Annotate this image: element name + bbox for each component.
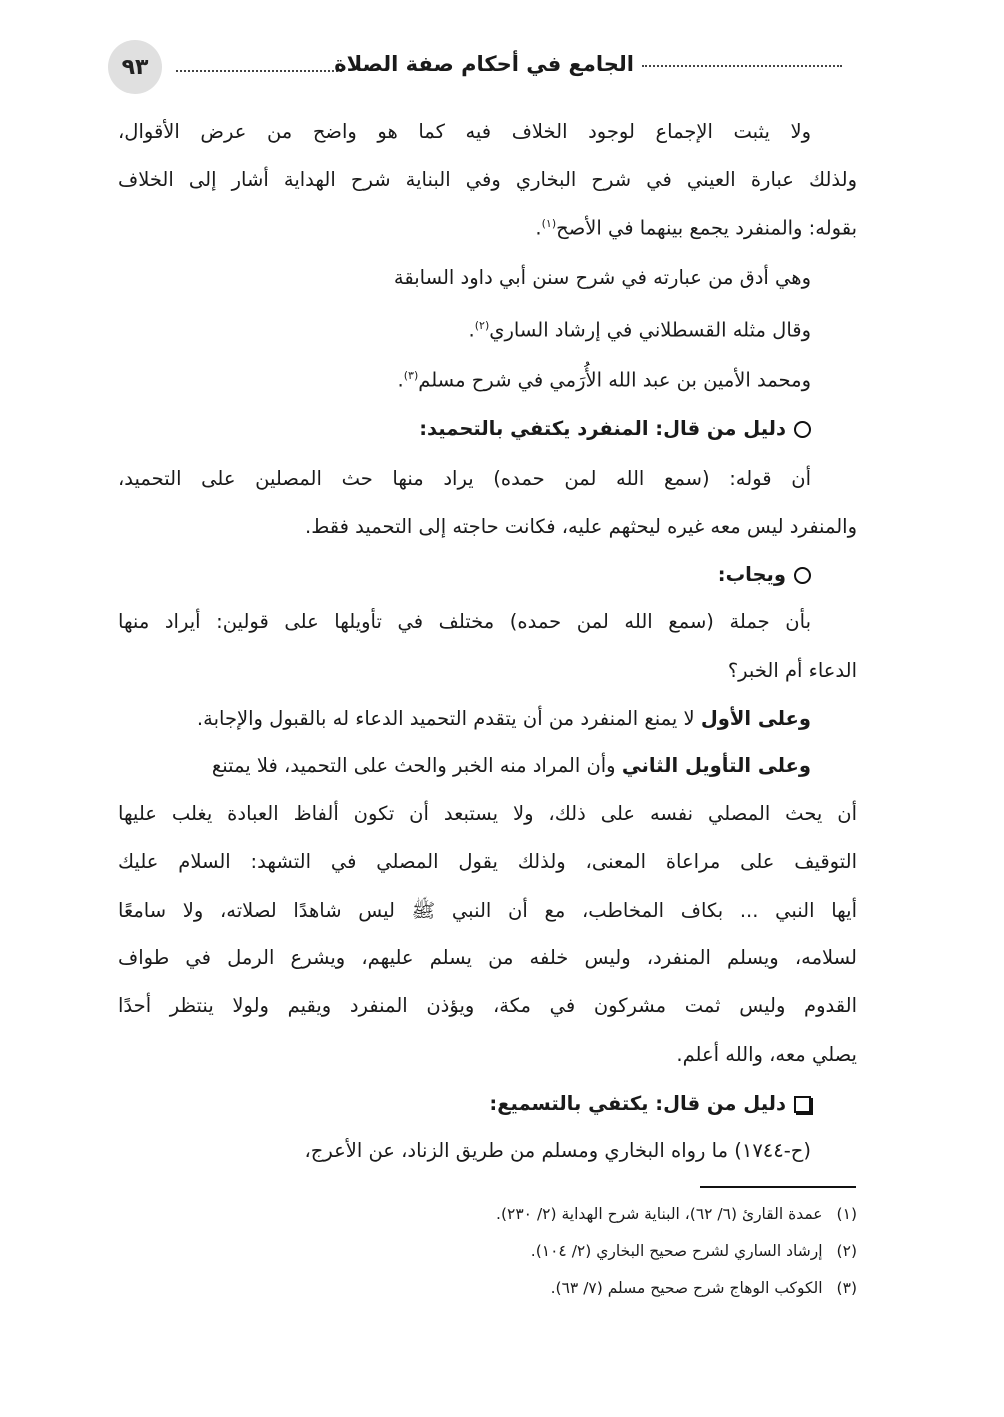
footnote [551, 1281, 857, 1297]
paragraph-line [197, 709, 811, 729]
paragraph-line: الدعاء أم الخبر؟ [727, 659, 857, 682]
footnote-ref: (١) [541, 217, 557, 230]
line-text: لا يمنع المنفرد من أن يتقدم التحميد الدعاء له بالقبول والإجابة. [196, 707, 701, 730]
footnote [496, 1207, 857, 1223]
running-header-title: الجامع في أحكام صفة الصلاة [334, 52, 634, 76]
square-bullet-icon [794, 1096, 811, 1113]
footnote-ref: (٣) [403, 369, 419, 382]
circle-bullet-icon [794, 421, 811, 438]
bold-lead: وعلى التأويل الثاني [621, 754, 811, 777]
line-text: ومحمد الأمين بن عبد الله الأُرَمي في شرح مسلم [418, 368, 811, 392]
paragraph-line: وهي أدق من عبارته في شرح سنن أبي داود السابقة [393, 266, 811, 289]
paragraph-line [469, 320, 811, 340]
paragraph-line: يصلي معه، والله أعلم. [676, 1043, 857, 1066]
footnote-number: (٢) [836, 1242, 857, 1260]
circle-bullet-icon [794, 567, 811, 584]
heading-text: ويجاب: [717, 563, 786, 586]
page-number: ٩٣ [108, 40, 162, 94]
section-heading [489, 1094, 811, 1114]
paragraph-line [212, 756, 811, 776]
paragraph-line [398, 370, 811, 390]
paragraph-line: ولا يثبت الإجماع لوجود الخلاف فيه كما هو واضح من عرض الأقوال، [118, 120, 811, 143]
footnote-number: (١) [836, 1205, 857, 1223]
footnote-text: عمدة القارئ (٦/ ٦٢)، البناية شرح الهداية (٢/ ٢٣٠). [496, 1205, 823, 1223]
paragraph-line: أيها النبي ... بكاف المخاطب، مع أن النبي ﷺ ليس شاهدًا لصلاته، ولا سامعًا [118, 899, 857, 922]
heading-text: دليل من قال: المنفرد يكتفي بالتحميد: [419, 417, 786, 440]
heading-text: دليل من قال: يكتفي بالتسميع: [489, 1092, 786, 1115]
paragraph-line: (ح-١٧٤٤) ما رواه البخاري ومسلم من طريق الزناد، عن الأعرج، [304, 1139, 811, 1162]
section-heading [718, 565, 811, 585]
line-end: . [468, 318, 475, 342]
paragraph-line: التوقيف على مراعاة المعنى، ولذلك يقول المصلي في التشهد: السلام عليك [118, 850, 857, 873]
footnote [531, 1244, 857, 1260]
paragraph-line: بأن جملة (سمع الله لمن حمده) مختلف في تأويلها على قولين: أيراد منها [118, 610, 811, 633]
line-end: . [535, 216, 542, 240]
paragraph-line: لسلامه، ويسلم المنفرد، وليس خلفه من يسلم عليهم، ويشرع الرمل في طواف [118, 946, 857, 969]
header-dotted-rule-right [642, 65, 842, 67]
footnote-number: (٣) [836, 1279, 857, 1297]
line-text: بقوله: والمنفرد يجمع بينهما في الأصح [556, 216, 857, 240]
line-text: وأن المراد منه الخبر والحث على التحميد، فلا يمتنع [211, 754, 622, 777]
footnote-text: الكوكب الوهاج شرح صحيح مسلم (٧/ ٦٣). [550, 1279, 823, 1297]
header-dotted-rule-left [176, 70, 342, 72]
paragraph-line: ولذلك عبارة العيني في شرح البخاري وفي البناية شرح الهداية أشار إلى الخلاف [118, 168, 857, 191]
footnote-ref: (٢) [474, 319, 490, 332]
bold-lead: وعلى الأول [700, 707, 811, 730]
paragraph-line: أن يحث المصلي نفسه على ذلك، ولا يستبعد أن تكون ألفاظ العبادة يغلب عليها [118, 802, 857, 825]
footnote-text: إرشاد الساري لشرح صحيح البخاري (٢/ ١٠٤). [530, 1242, 823, 1260]
footnote-separator [700, 1186, 856, 1188]
paragraph-line [535, 218, 857, 238]
paragraph-line: أن قوله: (سمع الله لمن حمده) يراد منها حث المصلين على التحميد، [118, 467, 811, 490]
paragraph-line: القدوم وليس ثمت مشركون في مكة، ويؤذن المنفرد ويقيم ولولا ينتظر أحدًا [118, 994, 857, 1017]
line-end: . [397, 368, 404, 392]
line-text: وقال مثله القسطلاني في إرشاد الساري [489, 318, 811, 342]
paragraph-line: والمنفرد ليس معه غيره ليحثهم عليه، فكانت حاجته إلى التحميد فقط. [305, 515, 857, 538]
section-heading [419, 419, 811, 439]
